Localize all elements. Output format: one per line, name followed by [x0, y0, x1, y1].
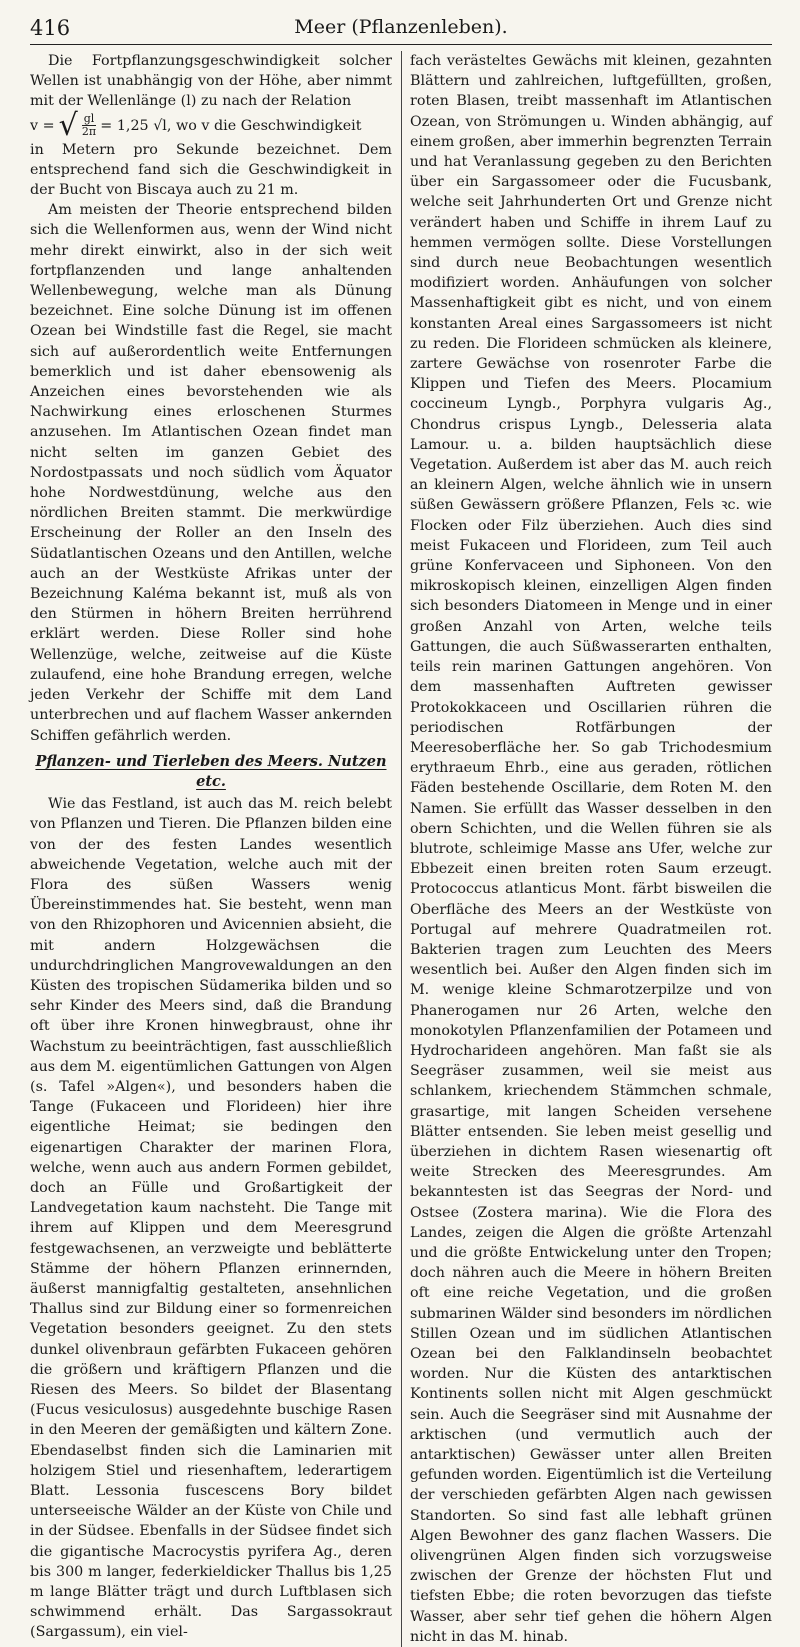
formula-rhs: = 1,25 √l, wo v die Geschwindigkeit	[100, 117, 362, 134]
paragraph: Die Fortpflanzungsgeschwindigkeit solcher Wellen ist unabhängig von der Höhe, aber nimmt mit der Wellenlänge (l) zu nach der Relation	[30, 53, 392, 110]
paragraph: Am meisten der Theorie entsprechend bilden sich die Wellenformen aus, wenn der Wind nicht mehr direkt einwirkt, also in der sich weit fortpflanzenden und lange anhaltenden Wellenbewegung, welche man als Dünung bezeichnet. Eine solche Dünung ist im offenen Ozean bei Windstille fast die Regel, sie macht sich auf außerordentlich weite Entfernungen bemerklich und ist daher ebensowenig als Anzeichen eines bevorstehenden wie als Nachwirkung eines erloschenen Sturmes anzusehen. Im Atlantischen Ozean findet man nicht selten im ganzen Gebiet des Nordostpassats und noch südlich vom Äquator hohe Nordwestdünung, welche aus den nördlichen Breiten stammt. Die merkwürdige Erscheinung der Roller an den Inseln des Südatlantischen Ozeans und den Antillen, welche auch an der Westküste Afrikas unter der Bezeichnung Kaléma bekannt ist, muß als von den Stürmen in höhern Breiten herrührend erklärt werden. Diese Roller sind hohe Wellenzüge, welche, zeitweise auf die Küste zulaufend, eine hohe Brandung erregen, welche jeden Verkehr der Schiffe mit dem Land unterbrechen und auf flachem Wasser ankernden Schiffen gefährlich werden.	[30, 202, 392, 744]
wave-speed-formula	[30, 107, 392, 143]
formula-fraction	[82, 113, 97, 138]
sqrt-symbol-icon: √	[58, 107, 78, 143]
paragraph: Wie das Festland, ist auch das M. reich belebt von Pflanzen und Tieren. Die Pflanzen bilden eine von der des festen Landes wesentlich abweichende Vegetation, welche auch mit der Flora des süßen Wassers wenig Übereinstimmendes hat. Sie besteht, wenn man von den Rhizophoren und Avicennien absieht, die mit andern Holzgewächsen die undurchdringlichen Mangrovewaldungen an den Küsten des tropischen Südamerika bilden und so sehr Kinder des Meers sind, daß die Brandung oft über ihre Kronen hinwegbraust, ohne ihr Wachstum zu beeinträchtigen, fast ausschließlich aus dem M. eigentümlichen Gattungen von Algen (s. Tafel »Algen«), und besonders haben die Tange (Fukaceen und Florideen) hier ihre eigentliche Heimat; sie bedingen den eigenartigen Charakter der marinen Flora, welche, wenn auch aus andern Formen gebildet, doch an Fülle und Großartigkeit der Landvegetation kaum nachsteht. Die Tange mit ihrem auf Klippen und dem Meeresgrund festgewachsenen, an verzweigte und beblätterte Stämme der höhern Pflanzen erinnernden, äußerst mannigfaltig gestalteten, ansehnlichen Thallus sind zur Bildung einer so formenreichen Vegetation besonders geeignet. Zu den stets dunkel olivenbraun gefärbten Fukaceen gehören die größern und kräftigern Pflanzen und die Riesen des Meers. So bildet der Blasentang (Fucus vesiculosus) ausgedehnte buschige Rasen in den Meeren der gemäßigten und kältern Zone. Ebendaselbst finden sich die Laminarien mit holzigem Stiel und riesenhaftem, lederartigem Blatt. Lessonia fuscescens Bory bildet unterseeische Wälder an der Küste von Chile und in der Südsee. Ebenfalls in der Südsee findet sich die gigantische Macrocystis pyrifera Ag., deren bis 300 m langer, federkieldicker Thallus bis 1,25 m lange Blätter trägt und durch Luftblasen sich schwimmend erhält. Das Sargassokraut (Sargassum), ein viel-	[30, 796, 392, 1641]
formula-lhs: v =	[30, 117, 55, 134]
running-head: Meer (Pflanzenleben).	[294, 16, 508, 38]
page-number: 416	[30, 16, 71, 40]
left-column	[30, 51, 402, 1647]
page-header	[30, 14, 772, 45]
formula-numerator: gl	[83, 112, 95, 126]
formula-denominator: 2π	[81, 125, 97, 139]
paragraph: fach verästeltes Gewächs mit kleinen, gezahnten Blättern und zahlreichen, luftgefüllten, großen, roten Blasen, treibt massenhaft im Atlantischen Ozean, von Strömungen u. Winden abhängig, auf einem großen, aber immerhin begrenzten Terrain und hat Veranlassung gegeben zu den Berichten über ein Sargassomeer oder die Fucusbank, welche seit Jahrhunderten Ort und Grenze nicht verändert haben und Schiffe in ihrem Lauf zu hemmen vermögen sollte. Diese Vorstellungen sind durch neue Beobachtungen wesentlich modifiziert worden. Anhäufungen von solcher Massenhaftigkeit gibt es nicht, und von einem konstanten Areal eines Sargassomeers ist nicht zu reden. Die Florideen schmücken als kleinere, zartere Gewächse von rosenroter Farbe die Klippen und Tiefen des Meers. Plocamium coccineum Lyngb., Porphyra vulgaris Ag., Chondrus crispus Lyngb., Delesseria alata Lamour. u. a. bilden hauptsächlich diese Vegetation. Außerdem ist aber das M. auch reich an kleinern Algen, welche ähnlich wie in unsern süßen Gewässern größere Pflanzen, Fels ꝛc. wie Flocken oder Filz überziehen. Auch dies sind meist Fukaceen und Florideen, zum Teil auch grüne Konfervaceen und Siphoneen. Von den mikroskopisch kleinen, einzelligen Algen finden sich besonders Diatomeen in Menge und in einer großen Anzahl von Arten, welche teils Gattungen, die auch Süßwasserarten enthalten, teils rein marinen Gattungen angehören. Von dem massenhaften Auftreten gewisser Protokokkaceen und Oscillarien rühren die periodischen Rotfärbungen der Meeresoberfläche her. So gab Trichodesmium erythraeum Ehrb., eine aus geraden, rötlichen Fäden bestehende Oscillarie, dem Roten M. den Namen. Sie erfüllt das Wasser desselben in den obern Schichten, und die Wellen führen sie als blutrote, schleimige Masse ans Ufer, welche zur Ebbezeit einen breiten roten Saum erzeugt. Protococcus atlanticus Mont. färbt bisweilen die Oberfläche des Meers an der Westküste von Portugal auf mehrere Quadratmeilen rot. Bakterien tragen zum Leuchten des Meers wesentlich bei. Außer den Algen finden sich im M. wenige kleine Schmarotzerpilze und von Phanerogamen nur 26 Arten, welche den monokotylen Pflanzenfamilien der Potameen und Hydrocharideen angehören. Man faßt sie als Seegräser zusammen, weil sie meist aus schlankem, kriechendem Stämmchen schmale, grasartige, mit langen Scheiden versehene Blätter entsenden. Sie leben meist gesellig und überziehen in dichtem Rasen wiesenartig oft weite Strecken des Meeresgrundes. Am bekanntesten ist das Seegras der Nord- und Ostsee (Zostera marina). Wie die Flora des Landes, zeigen die Algen die größte Artenzahl und die größte Entwickelung unter den Tropen; doch nähren auch die Meere in höhern Breiten oft eine reiche Vegetation, und die großen submarinen Wälder sind besonders im nördlichen Stillen Ozean und im südlichen Atlantischen Ozean bei den Falklandinseln beobachtet worden. Nur die Küsten des antarktischen Kontinents sollen nicht mit Algen geschmückt sein. Auch die Seegräser sind mit Ausnahme der arktischen (und vermutlich auch der antarktischen) Gewässer unter allen Breiten gefunden worden. Eigentümlich ist die Verteilung der verschieden gefärbten Algen nach gewissen Standorten. So sind fast alle lebhaft grünen Algen Bewohner des ganz flachen Wassers. Die olivengrünen Algen finden sich vorzugsweise zwischen der Grenze der höchsten Flut und tiefsten Ebbe; die roten bevorzugen das tiefste Wasser, aber sehr tief gehen die höhern Algen nicht in das M. hinab.	[410, 53, 772, 1645]
paragraph: in Metern pro Sekunde bezeichnet. Dem entsprechend fand sich die Geschwindigkeit in der Bucht von Biscaya auch zu 21 m.	[30, 141, 392, 199]
right-column	[408, 51, 772, 1647]
section-heading: Pflanzen- und Tierleben des Meers. Nutzen etc.	[35, 752, 387, 790]
text-columns	[30, 51, 772, 1647]
